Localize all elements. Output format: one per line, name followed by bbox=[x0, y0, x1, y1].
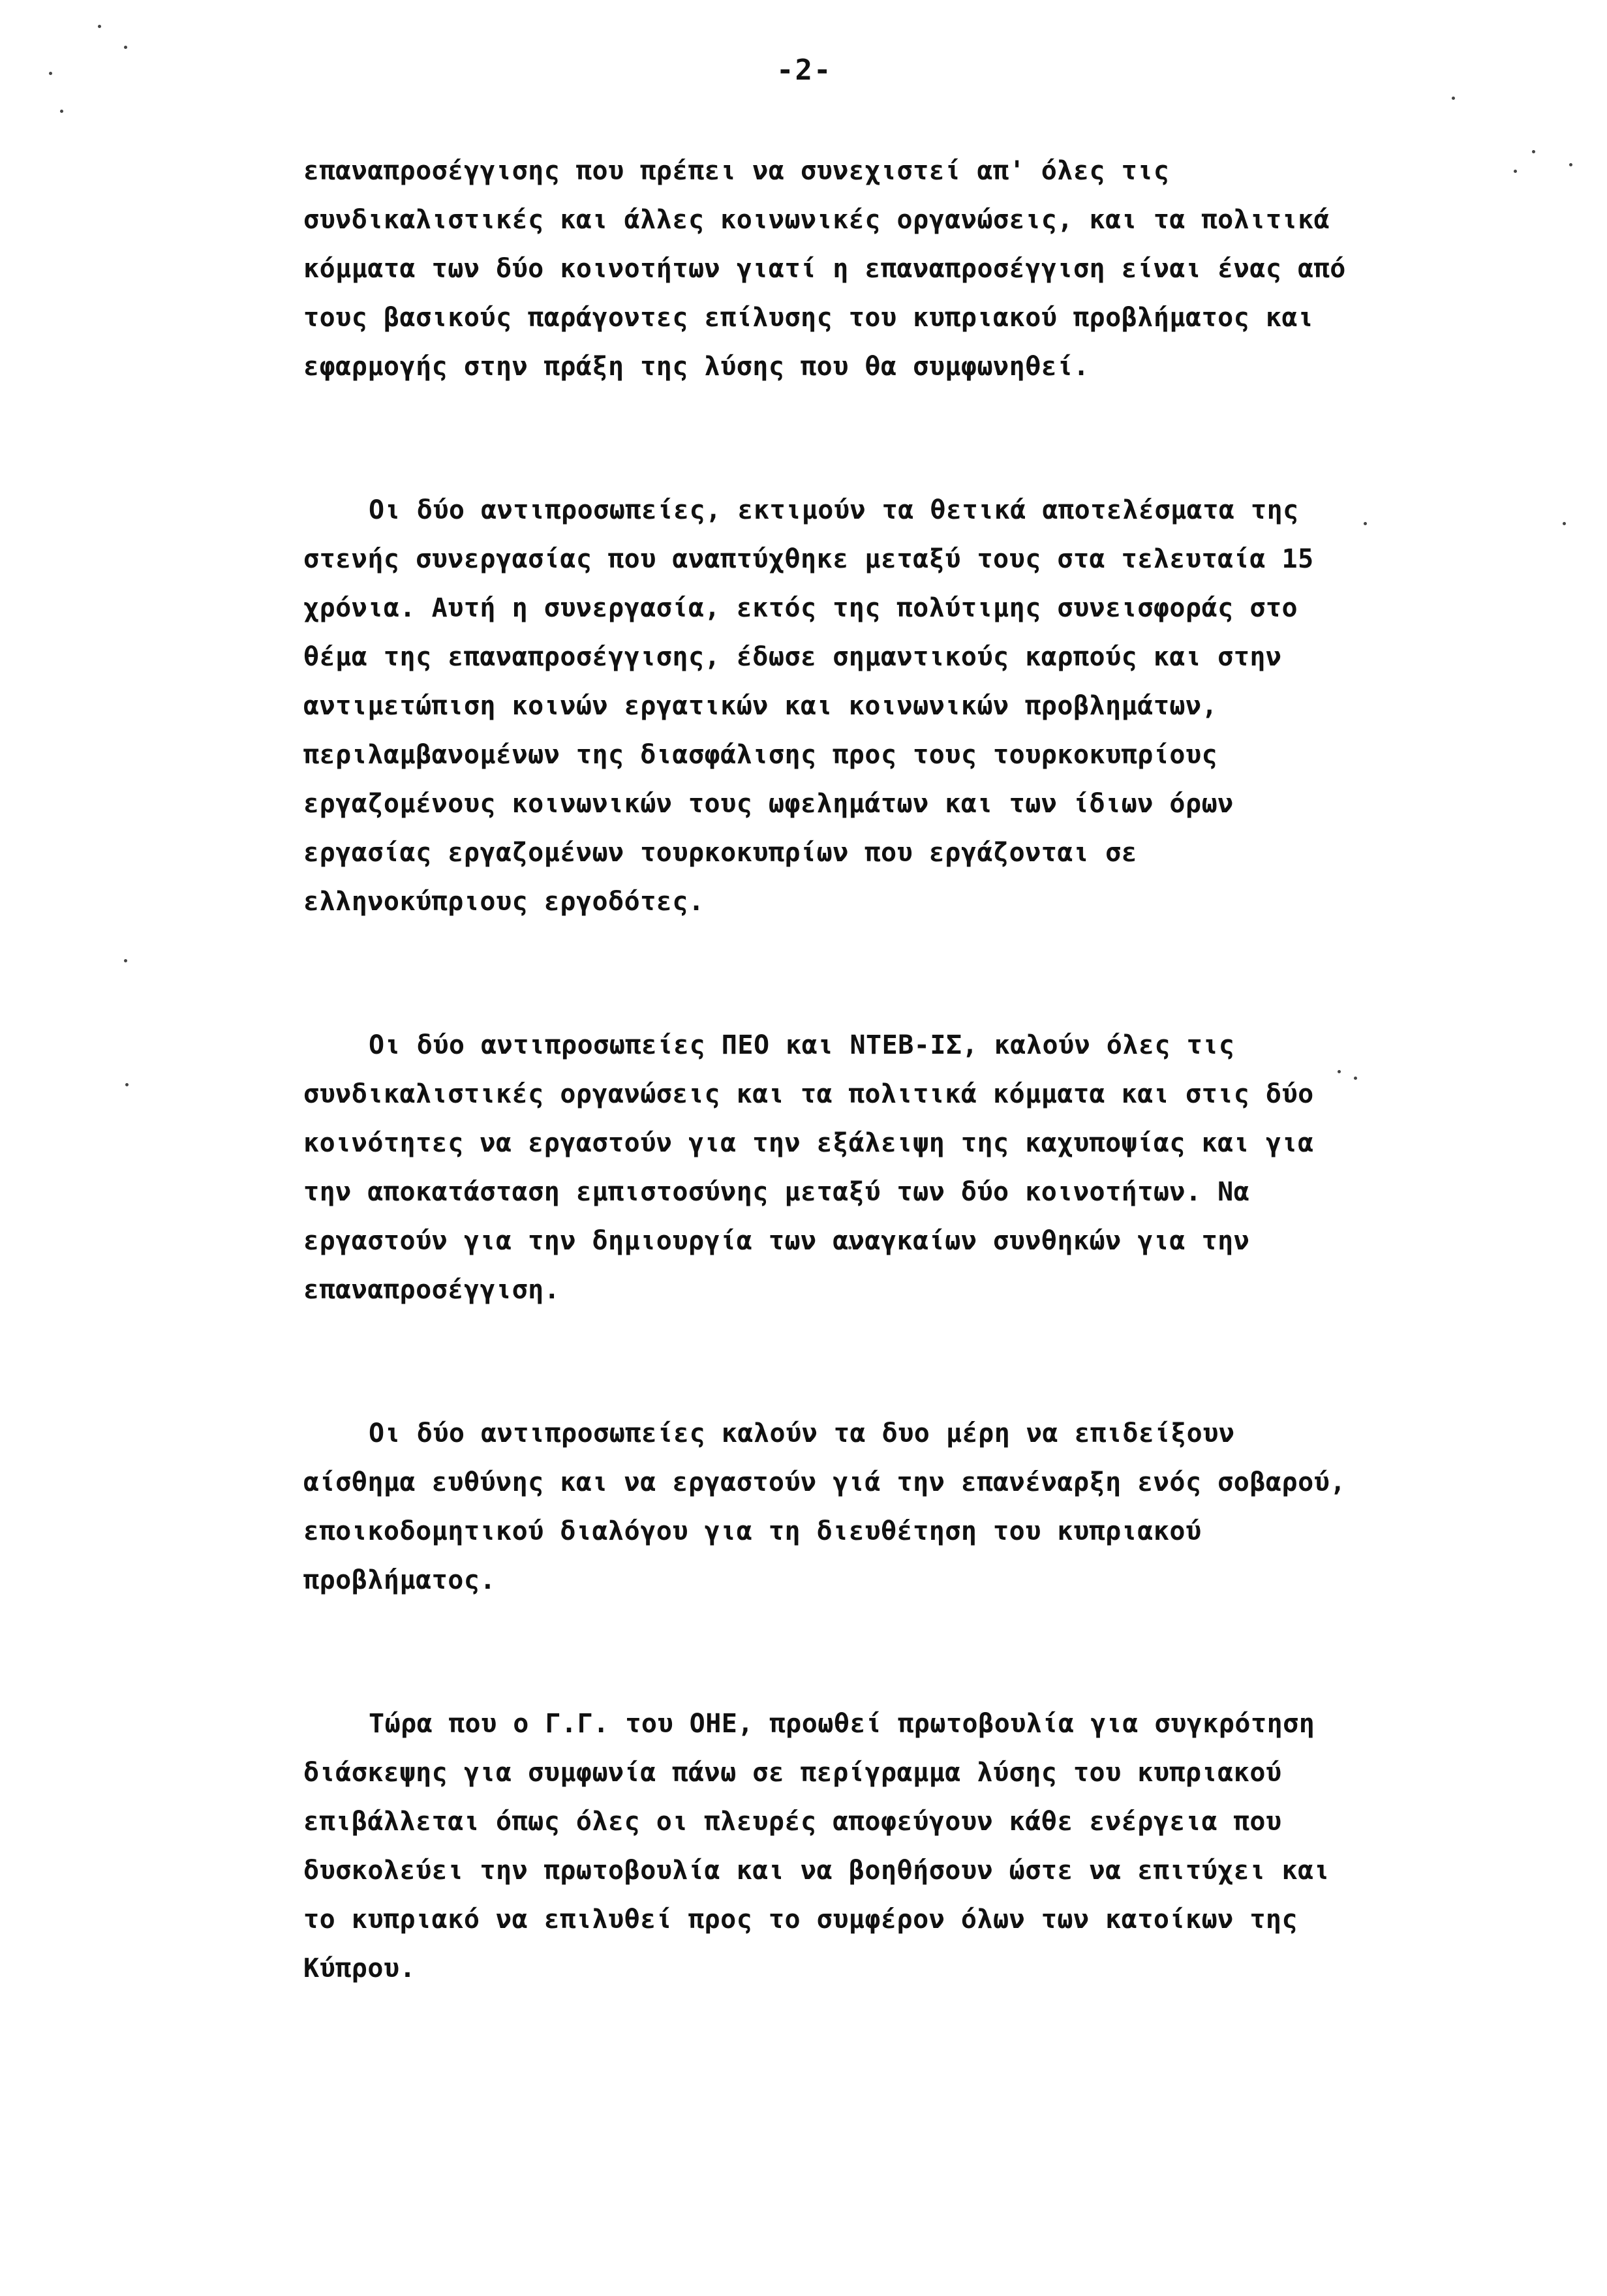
text-line: διάσκεψης για συμφωνία πάνω σε περίγραμμα λύσης του κυπριακού bbox=[303, 1758, 1282, 1788]
text-line: συνδικαλιστικές και άλλες κοινωνικές οργανώσεις, και τα πολιτικά bbox=[303, 205, 1330, 235]
text-line: δυσκολεύει την πρωτοβουλία και να βοηθήσουν ώστε να επιτύχει και bbox=[303, 1856, 1330, 1886]
scan-speck bbox=[1452, 97, 1455, 100]
text-line: θέμα της επαναπροσέγγισης, έδωσε σημαντικούς καρπούς και στην bbox=[303, 642, 1282, 672]
text-line: χρόνια. Αυτή η συνεργασία, εκτός της πολύτιμης συνεισφοράς στο bbox=[303, 593, 1298, 623]
scan-speck bbox=[124, 46, 127, 49]
text-line: τους βασικούς παράγοντες επίλυσης του κυπριακού προβλήματος και bbox=[303, 303, 1314, 333]
paragraph bbox=[303, 1409, 1367, 1605]
scan-speck bbox=[125, 1083, 129, 1086]
paragraph bbox=[303, 1021, 1367, 1315]
text-line: την αποκατάσταση εμπιστοσύνης μεταξύ των δύο κοινοτήτων. Να bbox=[303, 1177, 1250, 1207]
scan-speck bbox=[1563, 522, 1566, 525]
text-line: στενής συνεργασίας που αναπτύχθηκε μεταξύ τους στα τελευταία 15 bbox=[303, 544, 1314, 574]
text-line: εργασίας εργαζομένων τουρκοκυπρίων που εργάζονται σε bbox=[303, 838, 1138, 868]
text-line: αντιμετώπιση κοινών εργατικών και κοινωνικών προβλημάτων, bbox=[303, 691, 1218, 721]
paragraph bbox=[303, 486, 1367, 926]
text-line: εποικοδομητικού διαλόγου για τη διευθέτηση του κυπριακού bbox=[303, 1516, 1202, 1546]
paragraph bbox=[303, 1700, 1367, 1993]
text-line: Κύπρου. bbox=[303, 1953, 416, 1983]
text-line: επαναπροσέγγιση. bbox=[303, 1275, 560, 1305]
text-line: Οι δύο αντιπροσωπείες καλούν τα δυο μέρη να επιδείξουν bbox=[369, 1418, 1235, 1448]
scan-speck bbox=[98, 25, 101, 28]
text-line: Οι δύο αντιπροσωπείες, εκτιμούν τα θετικά αποτελέσματα της bbox=[369, 495, 1299, 525]
scan-speck bbox=[1532, 150, 1535, 153]
text-line: εργαζομένους κοινωνικών τους ωφελημάτων και των ίδιων όρων bbox=[303, 789, 1234, 819]
page-number: -2- bbox=[776, 54, 833, 87]
scan-speck bbox=[124, 959, 127, 962]
text-line: ελληνοκύπριους εργοδότες. bbox=[303, 887, 705, 917]
text-line: Τώρα που ο Γ.Γ. του ΟΗΕ, προωθεί πρωτοβουλία για συγκρότηση bbox=[369, 1709, 1315, 1739]
text-line: περιλαμβανομένων της διασφάλισης προς τους τουρκοκυπρίους bbox=[303, 740, 1218, 770]
text-line: εργαστούν για την δημιουργία των αναγκαίων συνθηκών για την bbox=[303, 1226, 1250, 1256]
text-line: το κυπριακό να επιλυθεί προς το συμφέρον όλων των κατοίκων της bbox=[303, 1905, 1298, 1935]
text-line: επιβάλλεται όπως όλες οι πλευρές αποφεύγουν κάθε ενέργεια που bbox=[303, 1807, 1282, 1837]
text-line: Οι δύο αντιπροσωπείες ΠΕΟ και ΝΤΕΒ-ΙΣ, καλούν όλες τις bbox=[369, 1030, 1235, 1060]
text-line: εφαρμογής στην πράξη της λύσης που θα συμφωνηθεί. bbox=[303, 352, 1090, 382]
scan-speck bbox=[1514, 170, 1517, 173]
text-line: συνδικαλιστικές οργανώσεις και τα πολιτικά κόμματα και στις δύο bbox=[303, 1079, 1314, 1109]
text-line: κοινότητες να εργαστούν για την εξάλειψη της καχυποψίας και για bbox=[303, 1128, 1314, 1158]
text-line: επαναπροσέγγισης που πρέπει να συνεχιστεί απ' όλες τις bbox=[303, 156, 1170, 186]
document-body bbox=[303, 147, 1367, 1993]
text-line: κόμματα των δύο κοινοτήτων γιατί η επαναπροσέγγιση είναι ένας από bbox=[303, 254, 1346, 284]
paragraph bbox=[303, 147, 1367, 391]
scan-speck bbox=[49, 72, 52, 75]
text-line: προβλήματος. bbox=[303, 1565, 496, 1595]
text-line: αίσθημα ευθύνης και να εργαστούν γιά την επανέναρξη ενός σοβαρού, bbox=[303, 1467, 1346, 1497]
scan-speck bbox=[1569, 163, 1572, 166]
scan-speck bbox=[60, 110, 63, 113]
